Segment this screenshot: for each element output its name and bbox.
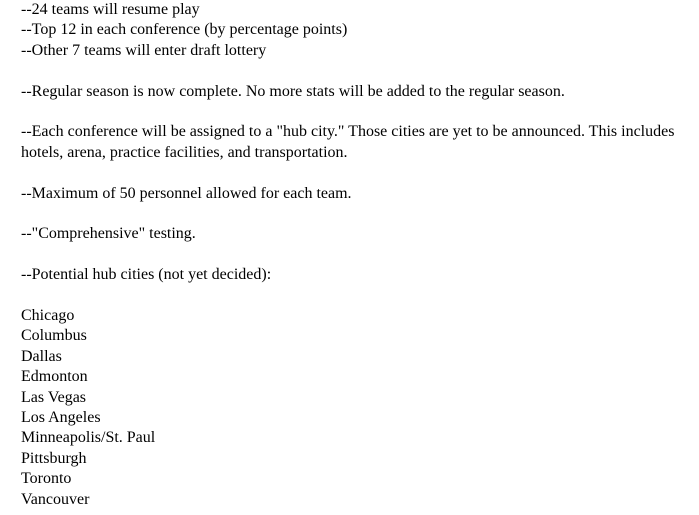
city-item: Vancouver xyxy=(21,490,90,508)
city-item: Toronto xyxy=(21,470,72,488)
spacer xyxy=(21,245,691,265)
city-item: Chicago xyxy=(21,307,75,324)
bullet-hub-city: --Each conference will be assigned to a "hub city." Those cities are yet to be announced. This includes hotels, arena, practice facilities, and transportation. xyxy=(21,123,675,161)
city-item: Dallas xyxy=(21,347,62,365)
document-body xyxy=(21,0,691,510)
spacer xyxy=(21,163,691,183)
city-item: Pittsburgh xyxy=(21,449,87,467)
spacer xyxy=(21,286,691,306)
spacer xyxy=(21,102,691,122)
bullet-testing: --"Comprehensive" testing. xyxy=(21,225,196,243)
city-list xyxy=(21,306,691,510)
spacer xyxy=(21,204,691,224)
city-item: Los Angeles xyxy=(21,409,101,427)
city-item: Edmonton xyxy=(21,368,88,386)
bullet-personnel: --Maximum of 50 personnel allowed for each team. xyxy=(21,184,352,202)
city-item: Minneapolis/St. Paul xyxy=(21,429,156,447)
potential-hub-cities-header: --Potential hub cities (not yet decided): xyxy=(21,266,272,284)
bullet-regular-season: --Regular season is now complete. No more stats will be added to the regular season. xyxy=(21,82,565,100)
bullet-24-teams: --24 teams will resume play xyxy=(21,1,200,18)
city-item: Columbus xyxy=(21,327,87,345)
bullet-draft-lottery: --Other 7 teams will enter draft lottery xyxy=(21,41,267,59)
bullet-top-12: --Top 12 in each conference (by percentage points) xyxy=(21,21,348,39)
spacer xyxy=(21,61,691,81)
city-item: Las Vegas xyxy=(21,388,87,406)
